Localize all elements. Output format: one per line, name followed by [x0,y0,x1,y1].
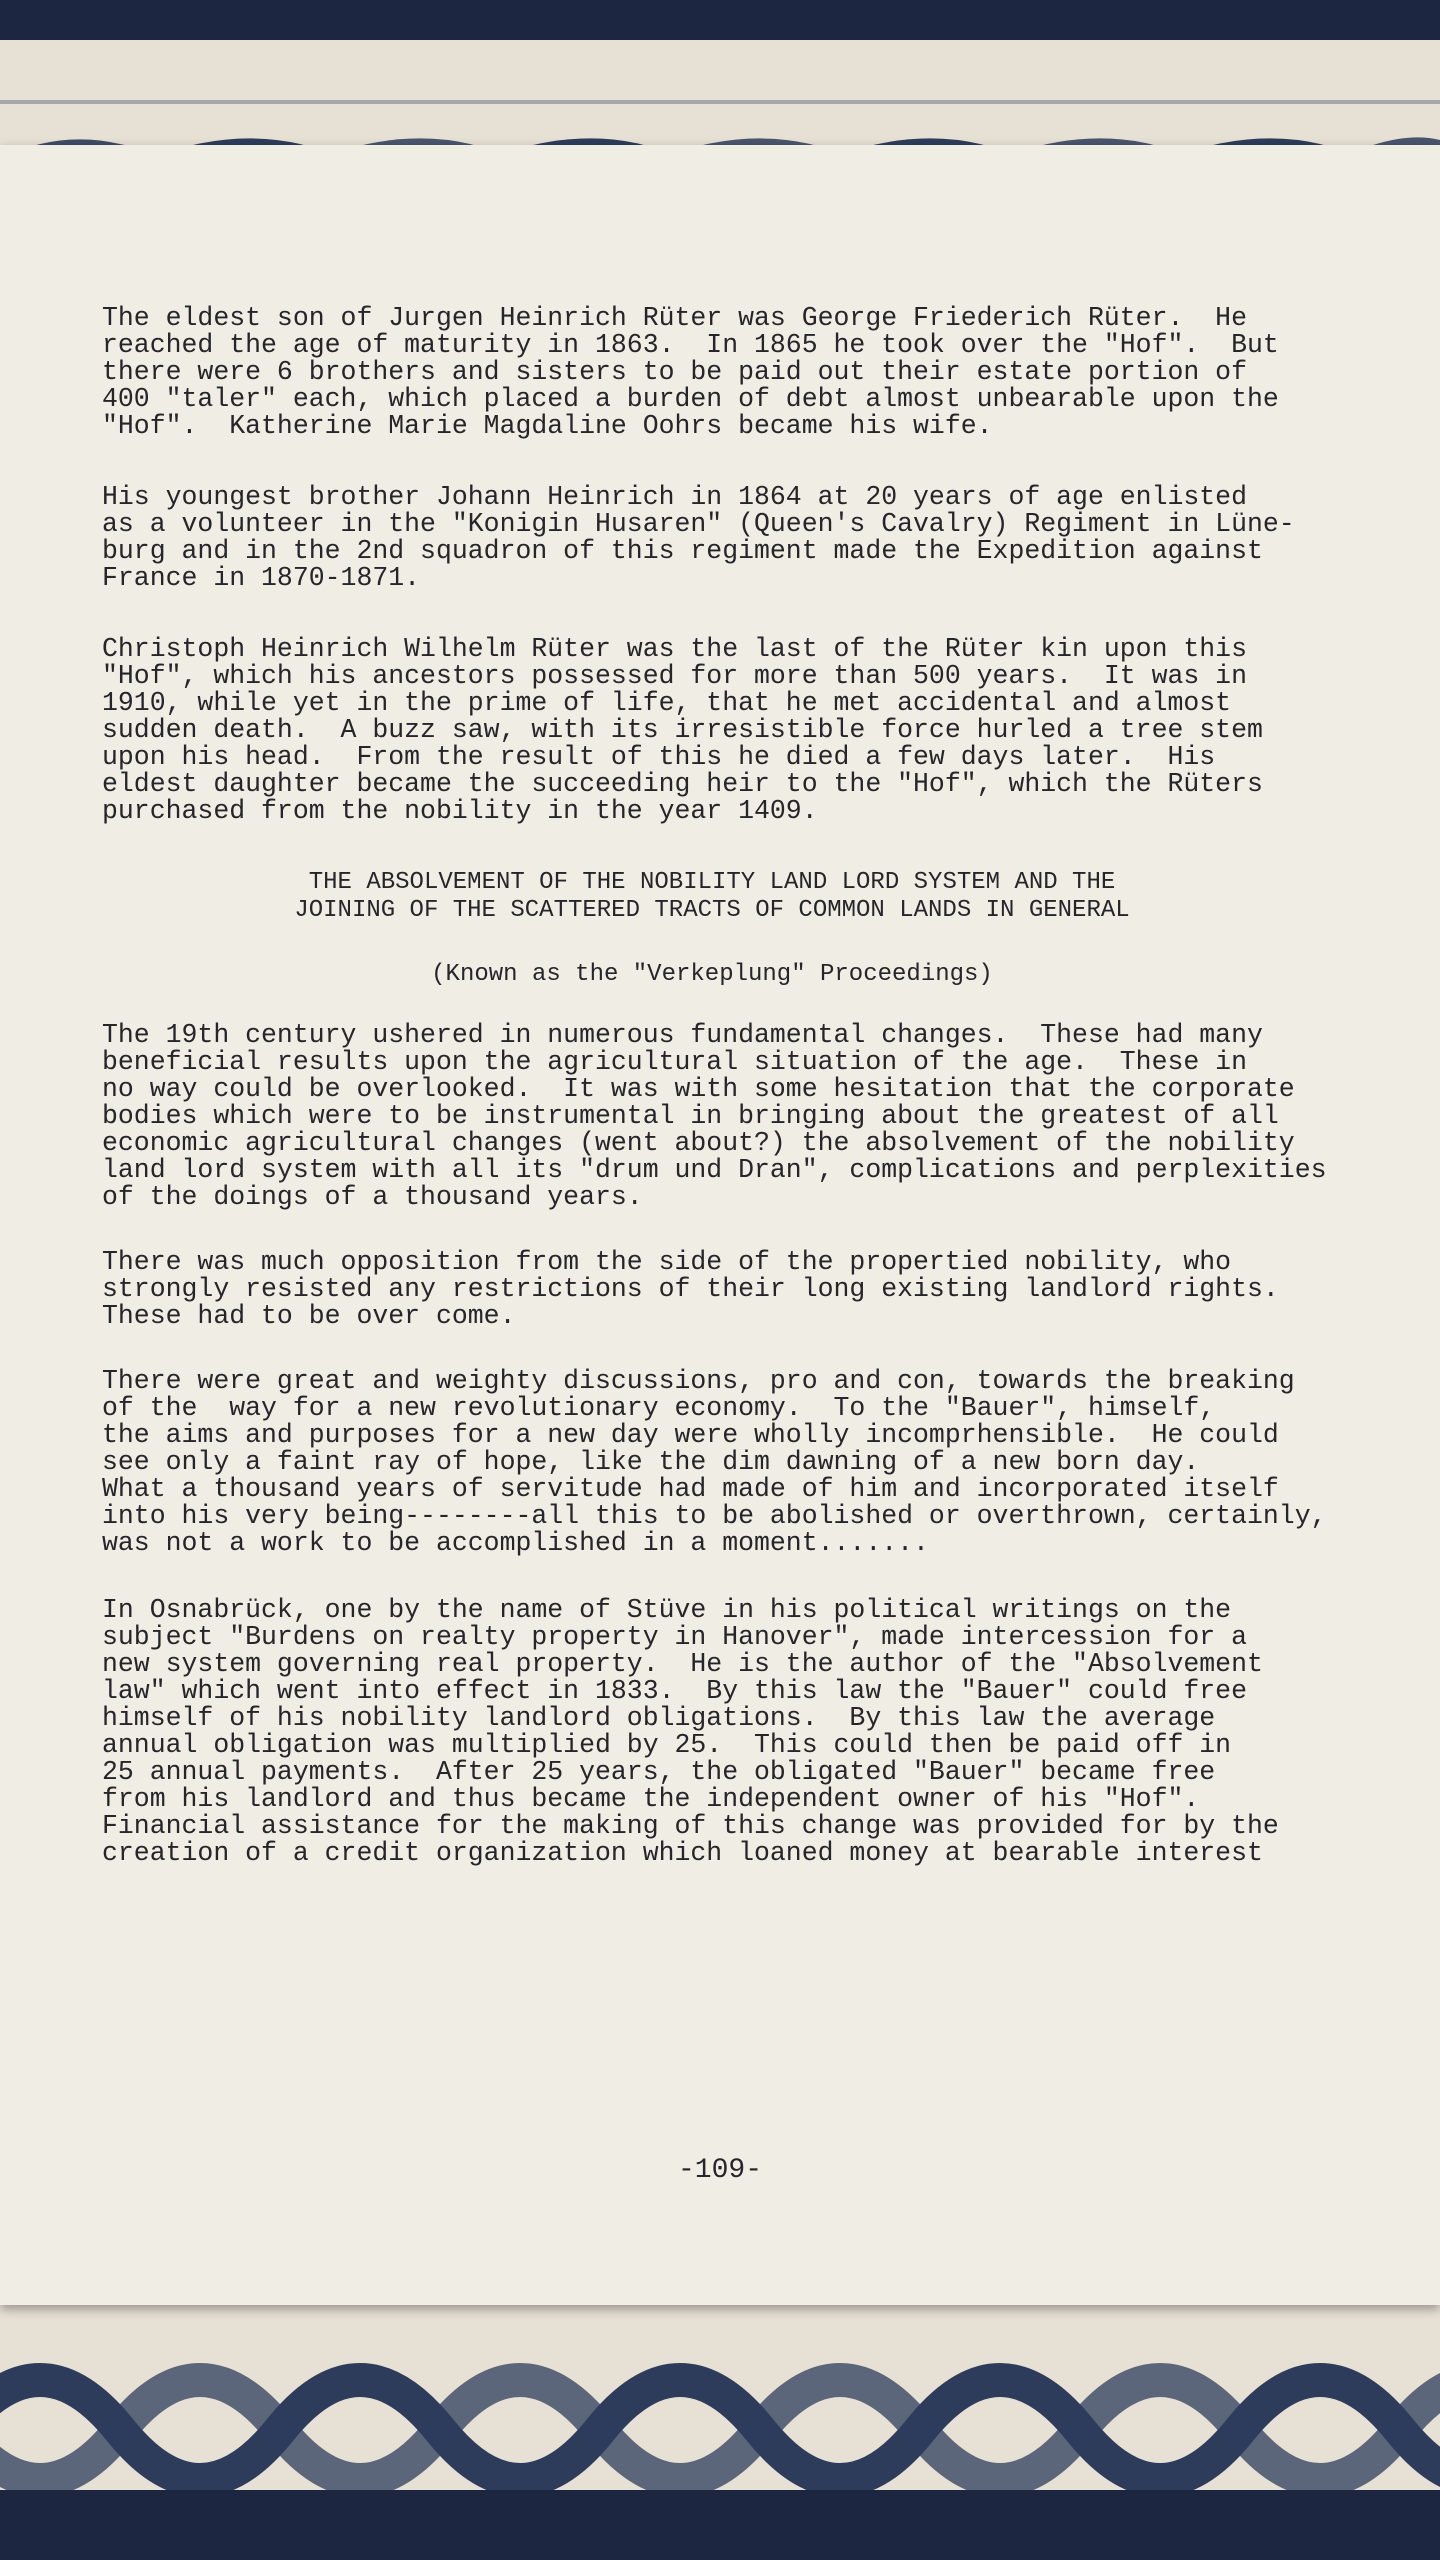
page-body [102,303,1327,1911]
bottom-ribbon-border [0,2290,1440,2520]
page-number: -109- [677,2155,762,2186]
section-subheading: (Known as the "Verkeplung" Proceedings) [431,961,993,988]
paragraph-youngest-brother: His youngest brother Johann Heinrich in 1864 at 20 years of age enlisted as a volunteer in the "Konigin Husaren" (Queen's Cavalry) Regiment in Lüne- burg and in the 2nd squadron of this regiment made the Expedition against France in 1870-1871. [102,482,1295,593]
typed-page [0,145,1440,2305]
paragraph-last-ruter: Christoph Heinrich Wilhelm Rüter was the last of the Rüter kin upon this "Hof", which his ancestors possessed for more than 500 years. It was in 1910, while yet in the prime of life, that he met accidental and almost sudden death. A buzz saw, with its irresistible force hurled a tree stem upon his head. From the result of this he died a few days later. His eldest daughter became the succeeding heir to the "Hof", which the Rüters purchased from the nobility in the year 1409. [102,634,1263,826]
paragraph-eldest-son: The eldest son of Jurgen Heinrich Rüter was George Friederich Rüter. He reached the age of maturity in 1863. In 1865 he took over the "Hof". But there were 6 brothers and sisters to be paid out their estate portion of 400 "taler" each, which placed a burden of debt almost unbearable upon the "Hof". Katherine Marie Magdaline Oohrs became his wife. [102,303,1279,441]
paragraph-opposition: There was much opposition from the side of the propertied nobility, who strongly resisted any restrictions of their long existing landlord rights. These had to be over come. [102,1247,1279,1331]
section-heading: THE ABSOLVEMENT OF THE NOBILITY LAND LORD SYSTEM AND THE JOINING OF THE SCATTERED TRACTS OF COMMON LANDS IN GENERAL [294,869,1130,924]
paragraph-discussions: There were great and weighty discussions, pro and con, towards the breaking of the way for a new revolutionary economy. To the "Bauer", himself, the aims and purposes for a new day were wholly incomprhensible. He could see only a faint ray of hope, like the dim dawning of a new born day. What a thousand years of servitude had made of him and incorporated itself into his very being--------all this to be abolished or overthrown, certainly, was not a work to be accomplished in a moment....... [102,1366,1327,1558]
bottom-ribbon-pattern [0,2290,1440,2520]
paragraph-19th-century: The 19th century ushered in numerous fundamental changes. These had many beneficial results upon the agricultural situation of the age. These in no way could be overlooked. It was with some hesitation that the corporate bodies which were to be instrumental in bringing about the greatest of all economic agricultural changes (went about?) the absolvement of the nobility land lord system with all its "drum und Dran", complications and perplexities of the doings of a thousand years. [102,1020,1327,1212]
paragraph-osnabruck: In Osnabrück, one by the name of Stüve in his political writings on the subject "Burdens on realty property in Hanover", made intercession for a new system governing real property. He is the author of the "Absolvement law" which went into effect in 1833. By this law the "Bauer" could free himself of his nobility landlord obligations. By this law the average annual obligation was multiplied by 25. This could then be paid off in 25 annual payments. After 25 years, the obligated "Bauer" became free from his landlord and thus became the independent owner of his "Hof". Financial assistance for the making of this change was provided for by the creation of a credit organization which loaned money at bearable interest [102,1595,1279,1868]
